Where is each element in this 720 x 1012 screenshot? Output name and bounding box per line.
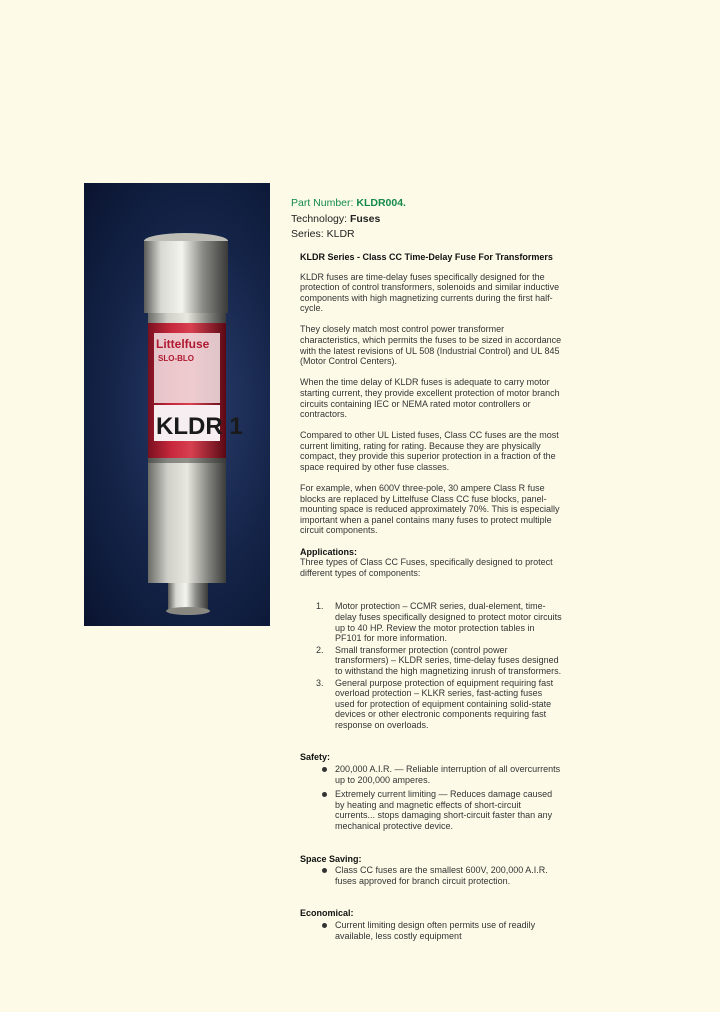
list-text: Current limiting design often permits use of readily available, less costly equipment — [335, 920, 536, 941]
document-title: KLDR Series - Class CC Time-Delay Fuse For Transformers — [300, 252, 553, 262]
fuse-line2-text: SLO-BLO — [158, 354, 194, 363]
product-photo — [84, 183, 270, 626]
document-body — [300, 252, 562, 945]
list-item — [300, 678, 562, 731]
part-number-row — [291, 197, 406, 210]
list-text: Class CC fuses are the smallest 600V, 200,000 A.I.R. fuses approved for branch circuit protection. — [335, 865, 548, 886]
list-item — [300, 764, 562, 785]
safety-list — [300, 764, 562, 832]
applications-heading: Applications: — [300, 546, 358, 557]
paragraph: KLDR fuses are time-delay fuses specifically designed for the protection of control transformers, solenoids and similar inductive components with high magnetizing currents during the first half-cycle. — [300, 271, 560, 314]
series-label: Series: — [291, 228, 324, 240]
bullet-icon — [322, 767, 327, 772]
applications-list — [300, 601, 562, 730]
technology-value: Fuses — [349, 213, 381, 225]
series-value: KLDR — [326, 228, 355, 240]
applications-intro: Three types of Class CC Fuses, specifically designed to protect different types of components: — [300, 557, 553, 578]
list-text: Extremely current limiting — Reduces damage caused by heating and magnetic effects of short-circuit currents... stops damaging short-circuit faster than any mechanical protective device. — [335, 789, 553, 832]
space-saving-heading: Space Saving: — [300, 853, 362, 864]
fuse-label-text: KLDR 1 — [156, 413, 243, 440]
paragraph: Compared to other UL Listed fuses, Class CC fuses are the most current limiting, rating for rating. Because they are physically compact, they provide this superior protection in a fraction of the space required by other fuse classes. — [300, 430, 559, 472]
bullet-icon — [322, 923, 327, 928]
list-item — [300, 920, 562, 941]
part-number-value: KLDR004. — [356, 197, 406, 209]
paragraph: They closely match most control power transformer characteristics, which permits the fuses to be sized in accordance with the latest revisions of UL 508 (Industrial Control) and UL 845 (Motor Control Centers). — [300, 324, 562, 367]
space-saving-list — [300, 865, 562, 886]
series-row — [291, 228, 355, 241]
safety-heading: Safety: — [300, 752, 331, 763]
fuse-brand-text: Littelfuse — [156, 337, 210, 351]
list-text: 200,000 A.I.R. — Reliable interruption of all overcurrents up to 200,000 amperes. — [335, 764, 561, 785]
list-number: 1. — [316, 601, 324, 612]
list-text: Motor protection – CCMR series, dual-element, time-delay fuses specifically designed to protect motor circuits up to 40 HP. Review the motor protection tables in PF101 for more information. — [335, 601, 562, 644]
list-text: General purpose protection of equipment requiring fast overload protection – KLKR series, fast-acting fuses used for protection of equipment containing solid-state devices or other electronic components requiring fast response on overloads. — [335, 677, 554, 730]
list-item — [300, 865, 562, 886]
list-text: Small transformer protection (control power transformers) – KLDR series, time-delay fuses designed to withstand the high magnetizing inrush of transformers. — [335, 644, 562, 676]
technology-label: Technology: — [291, 213, 348, 225]
technology-row — [291, 213, 380, 226]
part-number-label: Part Number: — [291, 197, 354, 209]
bullet-icon — [322, 868, 327, 873]
list-number: 3. — [316, 677, 324, 688]
list-item — [300, 645, 562, 677]
paragraph: When the time delay of KLDR fuses is adequate to carry motor starting current, they provide excellent protection of motor branch circuits containing IEC or NEMA rated motor controllers or contractors. — [300, 377, 560, 420]
list-item — [300, 789, 562, 831]
paragraph: For example, when 600V three-pole, 30 ampere Class R fuse blocks are replaced by Littelfuse Class CC fuse blocks, panel-mounting space is reduced approximately 70%. This is especially important when a panel contains many fuses to protect multiple circuit components. — [300, 483, 560, 536]
bullet-icon — [322, 792, 327, 797]
economical-heading: Economical: — [300, 908, 354, 919]
list-number: 2. — [316, 644, 324, 655]
fuse-illustration — [84, 183, 270, 626]
economical-list — [300, 920, 562, 941]
list-item — [300, 601, 562, 643]
